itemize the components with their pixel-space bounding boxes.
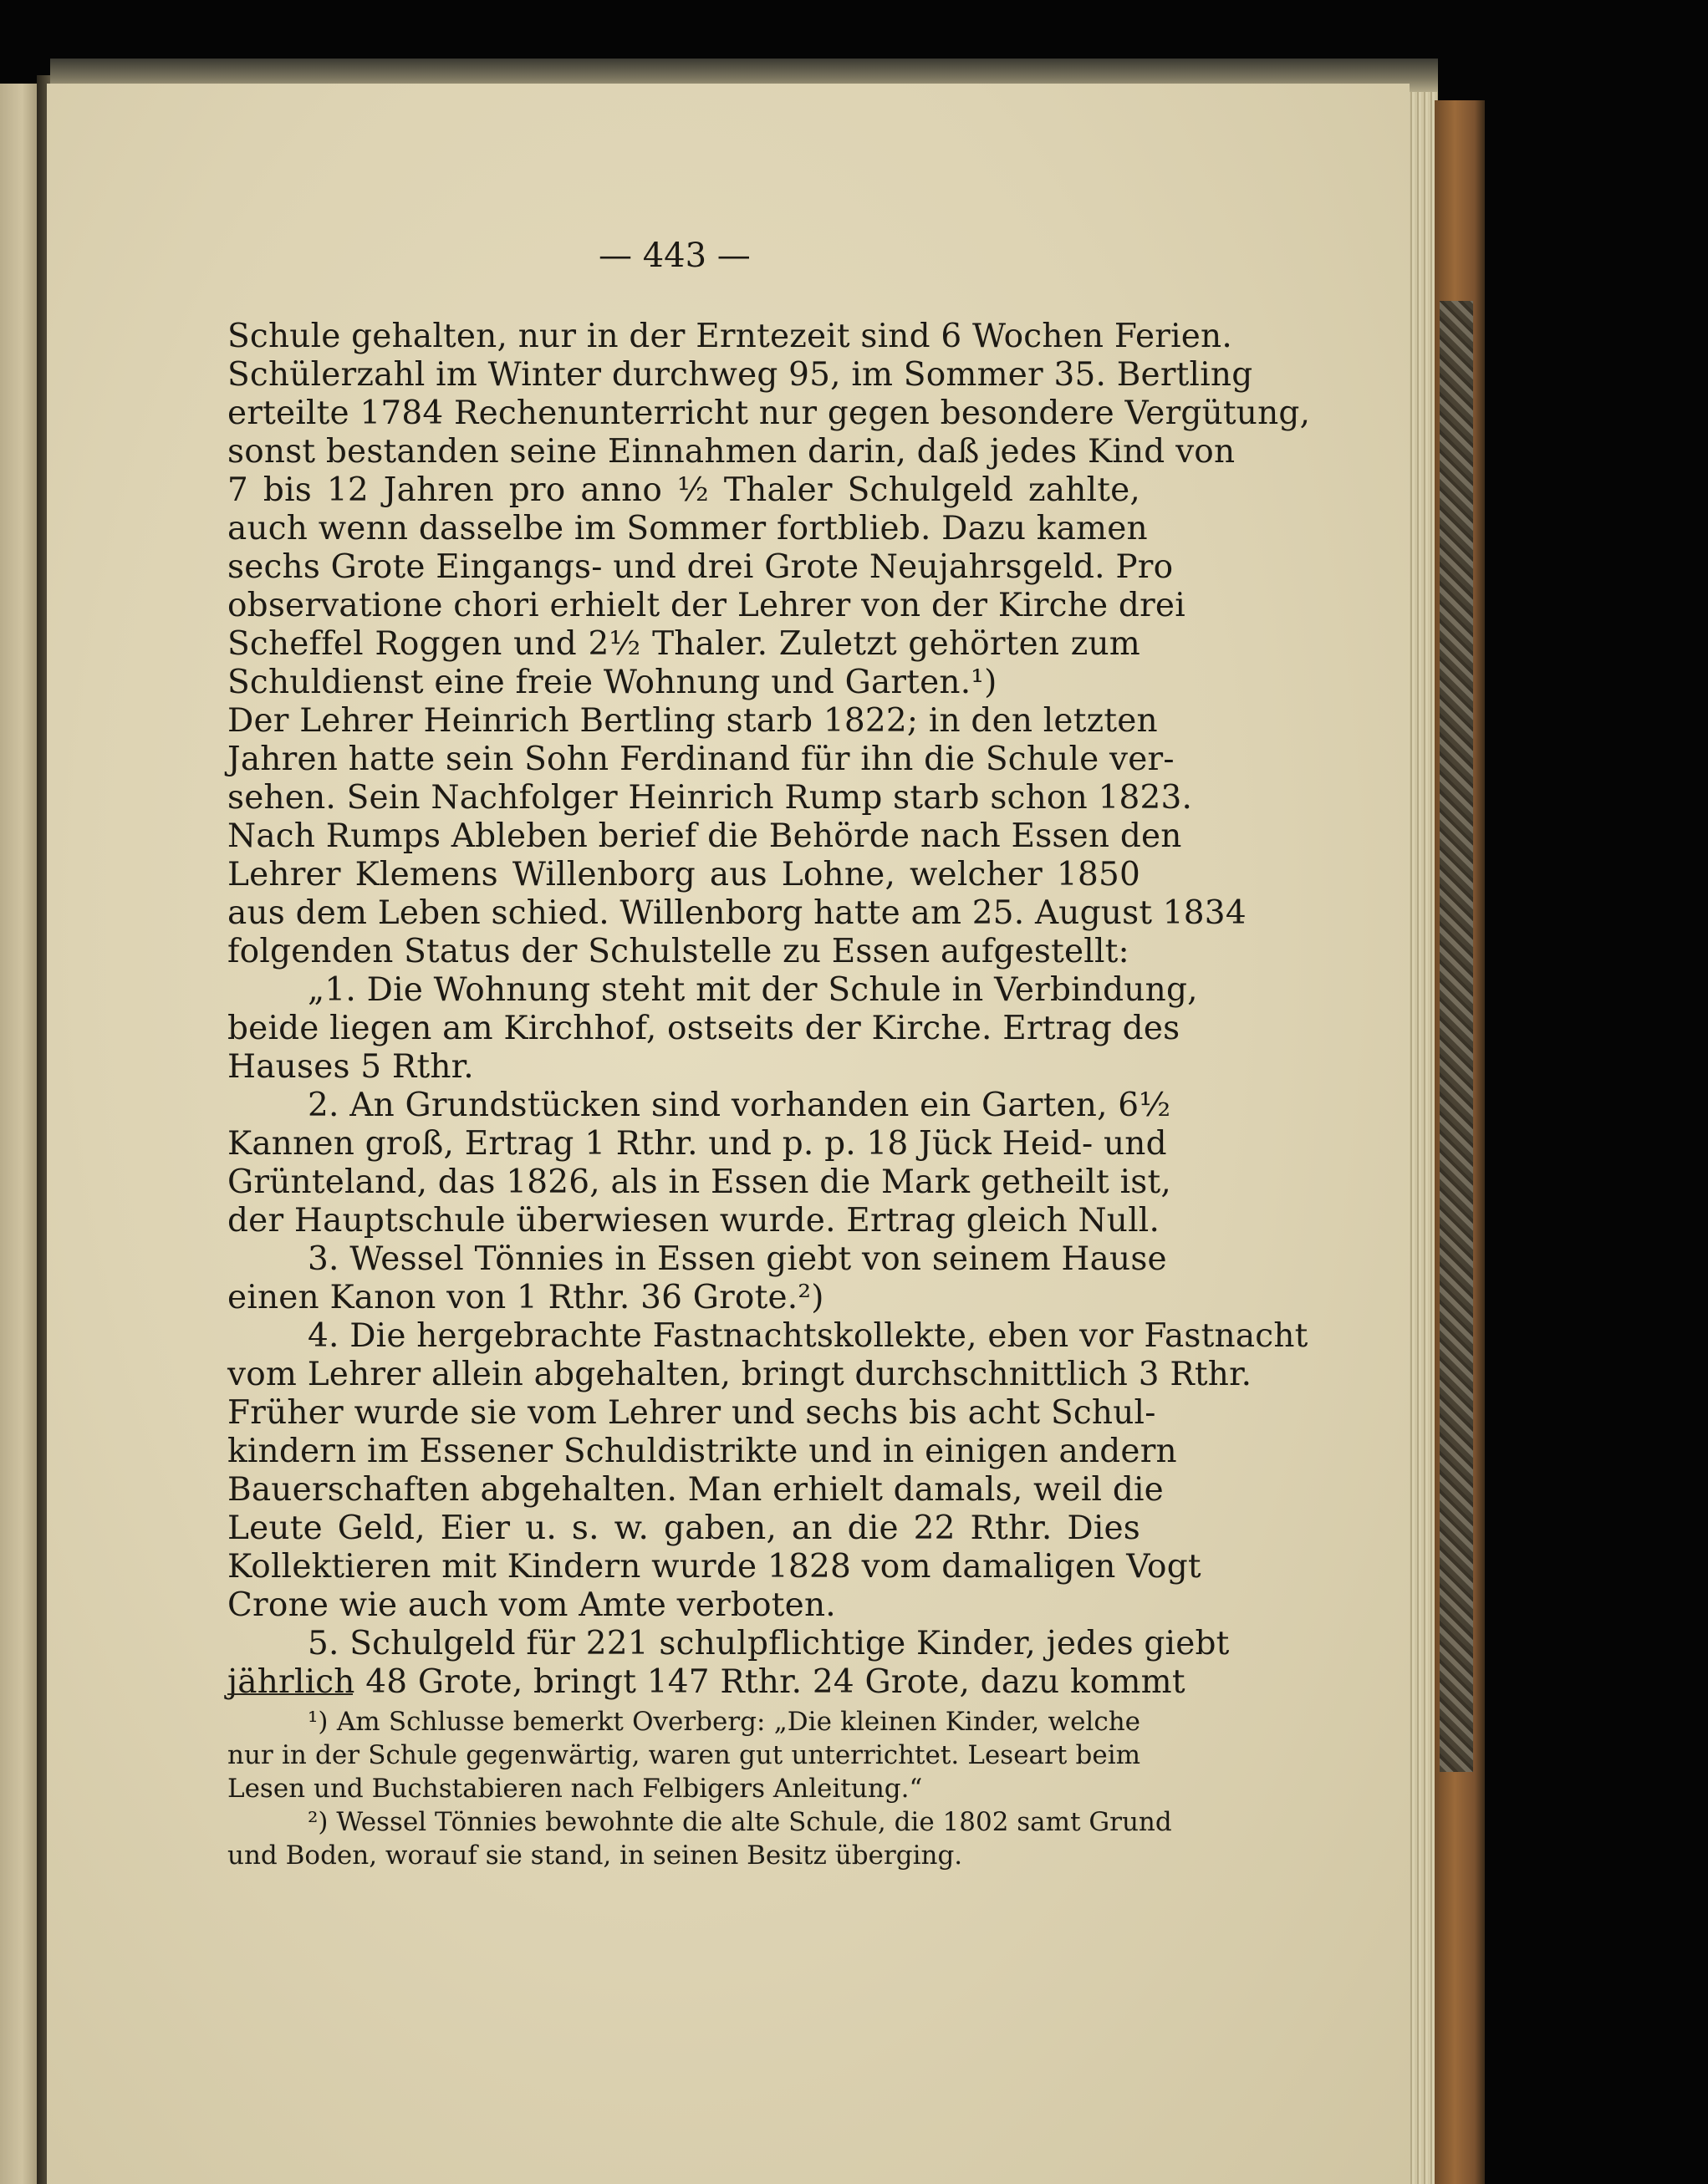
text-line: Schule gehalten, nur in der Erntezeit sind 6 Wochen Ferien.	[227, 318, 1232, 355]
text-line: sechs Grote Eingangs- und drei Grote Neujahrsgeld. Pro	[227, 548, 1174, 586]
page-number: — 443 —	[599, 237, 751, 275]
footnote-line: und Boden, worauf sie stand, in seinen Besitz überging.	[227, 1840, 963, 1871]
footnote-line: Lesen und Buchstabieren nach Felbigers Anleitung.“	[227, 1774, 923, 1804]
footnote-line: ¹) Am Schlusse bemerkt Overberg: „Die kleinen Kinder, welche	[308, 1707, 1140, 1737]
text-line: Nach Rumps Ableben berief die Behörde nach Essen den	[227, 817, 1182, 855]
text-line: auch wenn dasselbe im Sommer fortblieb. Dazu kamen	[227, 510, 1148, 547]
text-line: Hauses 5 Rthr.	[227, 1048, 474, 1086]
text-line: Bauerschaften abgehalten. Man erhielt damals, weil die	[227, 1471, 1164, 1509]
text-line: erteilte 1784 Rechenunterricht nur gegen besondere Vergütung,	[227, 395, 1311, 432]
text-line: kindern im Essener Schuldistrikte und in einigen andern	[227, 1433, 1177, 1470]
text-line: Schuldienst eine freie Wohnung und Garten.¹)	[227, 664, 997, 701]
text-line: 4. Die hergebrachte Fastnachtskollekte, eben vor Fastnacht	[308, 1317, 1308, 1355]
text-line: Lehrer Klemens Willenborg aus Lohne, welcher 1850	[227, 856, 1140, 893]
text-line: 7 bis 12 Jahren pro anno ½ Thaler Schulgeld zahlte,	[227, 471, 1140, 509]
text-line: Jahren hatte sein Sohn Ferdinand für ihn die Schule ver-	[227, 741, 1175, 778]
text-line: sonst bestanden seine Einnahmen darin, daß jedes Kind von	[227, 433, 1236, 471]
facing-page-edge	[0, 84, 37, 2184]
text-line: observatione chori erhielt der Lehrer von der Kirche drei	[227, 587, 1185, 624]
text-line: Kannen groß, Ertrag 1 Rthr. und p. p. 18 Jück Heid- und	[227, 1125, 1167, 1163]
footnote-line: nur in der Schule gegenwärtig, waren gut unterrichtet. Leseart beim	[227, 1740, 1140, 1770]
text-line: Scheffel Roggen und 2½ Thaler. Zuletzt gehörten zum	[227, 625, 1140, 663]
text-line: Kollektieren mit Kindern wurde 1828 vom damaligen Vogt	[227, 1548, 1201, 1586]
text-line: jährlich 48 Grote, bringt 147 Rthr. 24 Grote, dazu kommt	[227, 1663, 1185, 1701]
text-line: 2. An Grundstücken sind vorhanden ein Garten, 6½	[308, 1087, 1171, 1124]
text-line: 3. Wessel Tönnies in Essen giebt von seinem Hause	[308, 1240, 1167, 1278]
text-line: vom Lehrer allein abgehalten, bringt durchschnittlich 3 Rthr.	[227, 1356, 1252, 1393]
text-line: aus dem Leben schied. Willenborg hatte am 25. August 1834	[227, 894, 1247, 932]
text-line: folgenden Status der Schulstelle zu Essen aufgestellt:	[227, 933, 1129, 970]
text-line: „1. Die Wohnung steht mit der Schule in Verbindung,	[308, 971, 1198, 1009]
text-line: sehen. Sein Nachfolger Heinrich Rump starb schon 1823.	[227, 779, 1193, 817]
footnote-line: ²) Wessel Tönnies bewohnte die alte Schule, die 1802 samt Grund	[308, 1807, 1172, 1837]
text-line: Der Lehrer Heinrich Bertling starb 1822; in den letzten	[227, 702, 1158, 740]
cover-marbled-paper	[1440, 301, 1473, 1772]
text-line: Schülerzahl im Winter durchweg 95, im Sommer 35. Bertling	[227, 356, 1253, 394]
text-line: der Hauptschule überwiesen wurde. Ertrag gleich Null.	[227, 1202, 1160, 1240]
text-line: Grünteland, das 1826, als in Essen die Mark getheilt ist,	[227, 1163, 1171, 1201]
text-line: beide liegen am Kirchhof, ostseits der Kirche. Ertrag des	[227, 1010, 1180, 1047]
text-line: Crone wie auch vom Amte verboten.	[227, 1586, 836, 1624]
text-line: Leute Geld, Eier u. s. w. gaben, an die 22 Rthr. Dies	[227, 1509, 1140, 1547]
text-line: 5. Schulgeld für 221 schulpflichtige Kinder, jedes giebt	[308, 1625, 1230, 1662]
text-line: einen Kanon von 1 Rthr. 36 Grote.²)	[227, 1279, 824, 1316]
text-line: Früher wurde sie vom Lehrer und sechs bis acht Schul-	[227, 1394, 1156, 1432]
footnote-rule	[227, 1693, 353, 1695]
